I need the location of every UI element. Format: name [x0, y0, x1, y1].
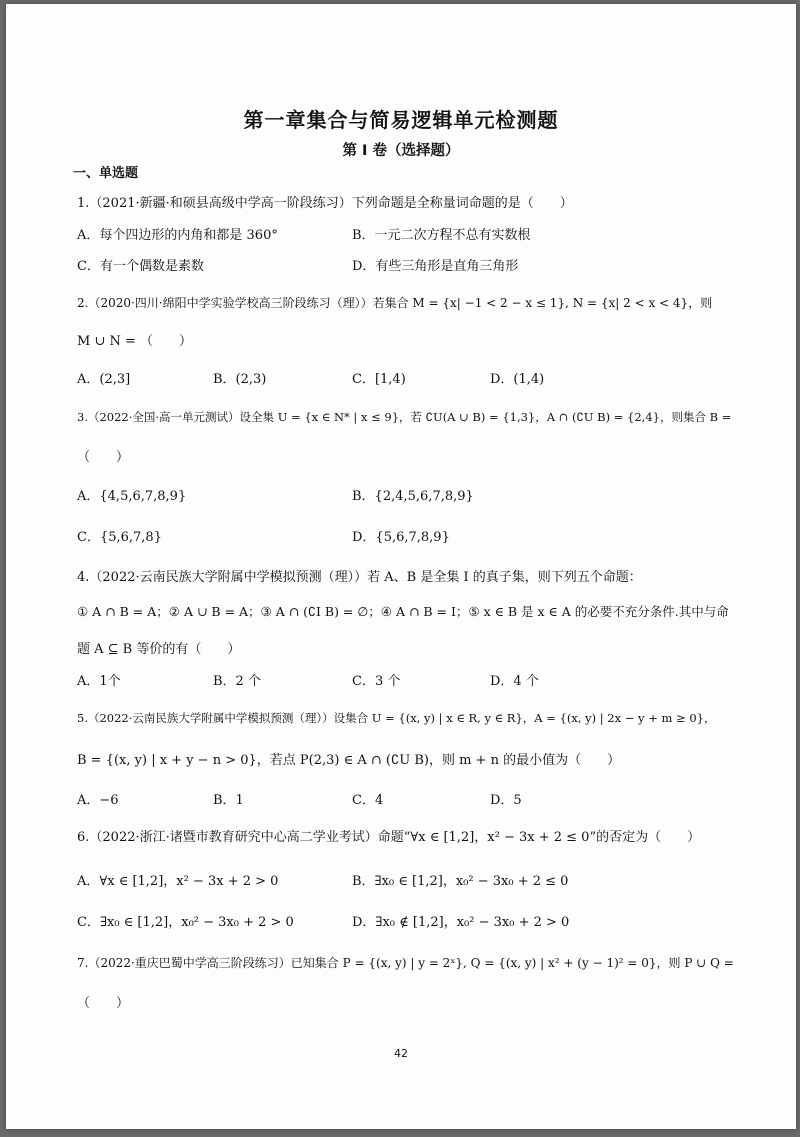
- question-6-option-c: C．∃x₀ ∈ [1,2]，x₀² − 3x₀ + 2 > 0: [77, 915, 294, 930]
- question-7-stem: 7.（2022·重庆巴蜀中学高三阶段练习）已知集合 P = {(x, y) | y = 2ˣ}, Q = {(x, y) | x² + (y − 1)² = 0}，则 P ∪ Q =: [77, 956, 734, 970]
- question-3-option-a: A．{4,5,6,7,8,9}: [77, 489, 187, 504]
- question-5-stem-cont: B = {(x, y) | x + y − n > 0}，若点 P(2,3) ∈ A ∩ (∁U B)，则 m + n 的最小值为（ ）: [77, 753, 621, 768]
- question-6-option-b: B．∃x₀ ∈ [1,2]，x₀² − 3x₀ + 2 ≤ 0: [352, 874, 569, 889]
- question-6-option-a: A．∀x ∈ [1,2]，x² − 3x + 2 > 0: [77, 874, 279, 889]
- question-4-option-d: D．4 个: [490, 674, 539, 689]
- question-2-option-c: C．[1,4): [352, 372, 406, 387]
- question-3-option-d: D．{5,6,7,8,9}: [352, 530, 450, 545]
- question-4-option-a: A．1个: [77, 674, 121, 689]
- question-6-option-d: D．∃x₀ ∉ [1,2]，x₀² − 3x₀ + 2 > 0: [352, 915, 570, 930]
- question-4-stem-cont-2: 题 A ⊆ B 等价的有（ ）: [77, 642, 241, 657]
- document-page: [6, 4, 796, 1129]
- question-7-stem-cont: （ ）: [77, 996, 130, 1011]
- question-4-option-b: B．2 个: [213, 674, 261, 689]
- question-4-option-c: C．3 个: [352, 674, 401, 689]
- question-5-option-d: D．5: [490, 793, 522, 808]
- question-5-stem: 5.（2022·云南民族大学附属中学模拟预测（理））设集合 U = {(x, y) | x ∈ R, y ∈ R}，A = {(x, y) | 2x − y + m ≥ 0}，: [77, 711, 716, 725]
- question-4-stem: 4.（2022·云南民族大学附属中学模拟预测（理））若 A、B 是全集 I 的真子集，则下列五个命题：: [77, 570, 642, 585]
- question-3-option-c: C．{5,6,7,8}: [77, 530, 162, 545]
- question-2-option-b: B．(2,3): [213, 372, 267, 387]
- section-heading: 一、单选题: [73, 166, 139, 181]
- question-1-option-c: C．有一个偶数是素数: [77, 259, 204, 274]
- question-2-option-a: A．(2,3]: [77, 372, 131, 387]
- page-subtitle: 第 I 卷（选择题）: [342, 143, 460, 159]
- page-number: 42: [394, 1047, 408, 1060]
- question-2-option-d: D．(1,4): [490, 372, 545, 387]
- page-title: 第一章集合与简易逻辑单元检测题: [243, 108, 559, 132]
- question-5-option-c: C．4: [352, 793, 384, 808]
- question-1-stem: 1.（2021·新疆·和硕县高级中学高一阶段练习）下列命题是全称量词命题的是（ ）: [77, 196, 573, 211]
- question-1-option-a: A．每个四边形的内角和都是 360°: [77, 228, 278, 243]
- question-1-option-b: B．一元二次方程不总有实数根: [352, 228, 531, 243]
- question-5-option-a: A．−6: [77, 793, 119, 808]
- question-2-stem: 2.（2020·四川·绵阳中学实验学校高三阶段练习（理））若集合 M = {x| −1 < 2 − x ≤ 1}, N = {x| 2 < x < 4}，则: [77, 296, 713, 310]
- question-6-stem: 6.（2022·浙江·诸暨市教育研究中心高二学业考试）命题“∀x ∈ [1,2]，x² − 3x + 2 ≤ 0”的否定为（ ）: [77, 830, 701, 845]
- question-1-option-d: D．有些三角形是直角三角形: [352, 259, 519, 274]
- question-5-option-b: B．1: [213, 793, 244, 808]
- question-2-stem-cont: M ∪ N = （ ）: [77, 334, 193, 349]
- question-4-stem-cont: ① A ∩ B = A；② A ∪ B = A；③ A ∩ (∁I B) = ∅；④ A ∩ B = I；⑤ x ∈ B 是 x ∈ A 的必要不充分条件.其中与命: [77, 604, 729, 619]
- question-3-stem: 3.（2022·全国·高一单元测试）设全集 U = {x ∈ N* | x ≤ 9}，若 ∁U(A ∪ B) = {1,3}，A ∩ (∁U B) = {2,4}，则集合 B =: [77, 410, 732, 424]
- question-3-option-b: B．{2,4,5,6,7,8,9}: [352, 489, 474, 504]
- question-3-stem-cont: （ ）: [77, 450, 130, 465]
